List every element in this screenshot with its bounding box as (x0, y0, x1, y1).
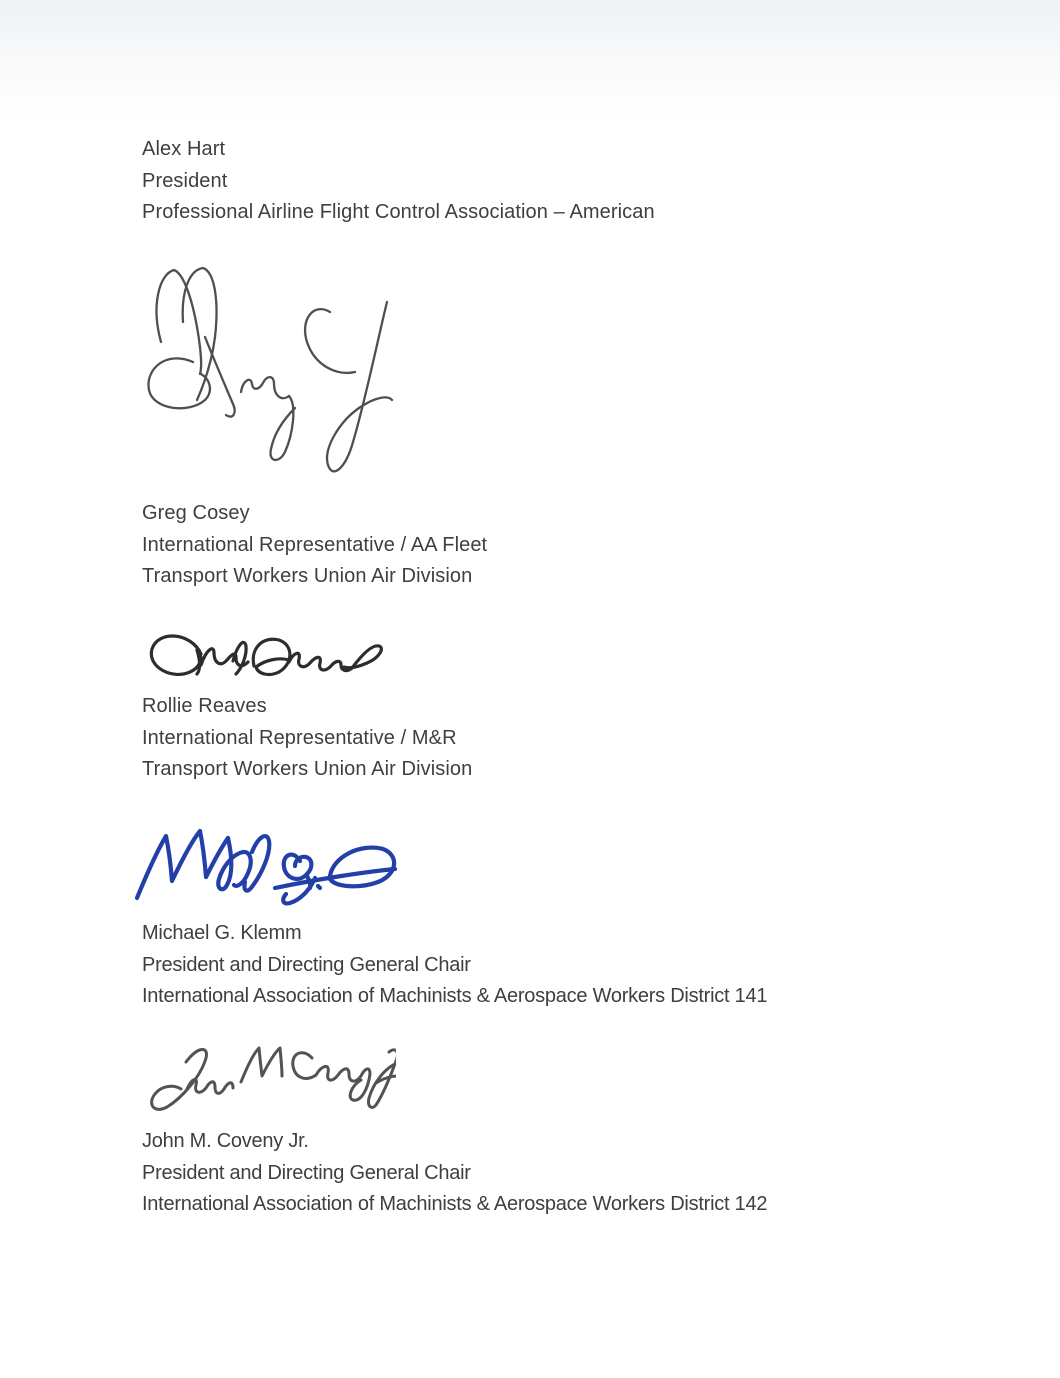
signature-block-alex-hart (142, 134, 655, 229)
signer-title: President and Directing General Chair (142, 1161, 471, 1184)
signer-title: President (142, 169, 228, 192)
signer-name: Rollie Reaves (142, 695, 267, 717)
john-coveny-signature-image (146, 1040, 396, 1127)
signer-title: International Representative / M&R (142, 726, 457, 749)
signer-org: International Association of Machinists & Aerospace Workers District 142 (142, 1193, 768, 1216)
rollie-reaves-signature-image (146, 624, 396, 695)
signer-name: Greg Cosey (142, 502, 250, 524)
signature-block-rollie-reaves (142, 691, 472, 786)
signer-title: International Representative / AA Fleet (142, 533, 488, 556)
greg-cosey-signature-image (145, 262, 400, 497)
signer-org: Transport Workers Union Air Division (142, 565, 473, 588)
signer-name: John M. Coveny Jr. (142, 1130, 309, 1152)
signer-name: Michael G. Klemm (142, 922, 302, 944)
signer-org: Professional Airline Flight Control Association – American (142, 201, 655, 224)
michael-klemm-signature-image (135, 826, 400, 915)
signer-title: President and Directing General Chair (142, 953, 471, 976)
signature-block-greg-cosey (142, 498, 487, 593)
signature-block-john-coveny (142, 1126, 767, 1221)
signer-name: Alex Hart (142, 138, 226, 160)
signature-block-michael-klemm (142, 918, 767, 1013)
signer-org: International Association of Machinists & Aerospace Workers District 141 (142, 985, 768, 1008)
signer-org: Transport Workers Union Air Division (142, 758, 473, 781)
